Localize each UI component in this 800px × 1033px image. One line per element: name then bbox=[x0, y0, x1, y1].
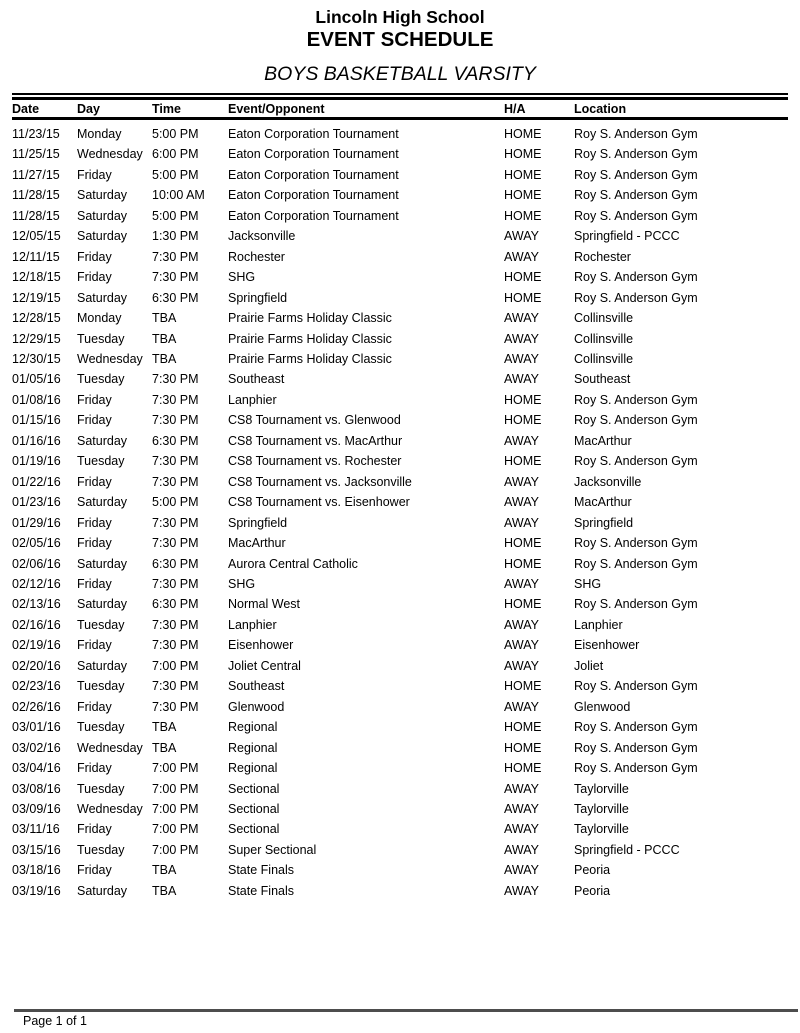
cell-event: Sectional bbox=[228, 781, 280, 796]
cell-ha: AWAY bbox=[504, 495, 539, 510]
cell-time: TBA bbox=[152, 331, 177, 346]
cell-ha: HOME bbox=[504, 597, 542, 612]
cell-ha: AWAY bbox=[504, 822, 539, 837]
cell-day: Tuesday bbox=[77, 372, 125, 387]
cell-event: Eaton Corporation Tournament bbox=[228, 167, 399, 182]
table-row bbox=[12, 451, 788, 471]
cell-event: Southeast bbox=[228, 679, 285, 694]
cell-ha: HOME bbox=[504, 188, 542, 203]
cell-date: 02/19/16 bbox=[12, 638, 61, 653]
table-row bbox=[12, 676, 788, 696]
cell-date: 01/15/16 bbox=[12, 413, 61, 428]
cell-time: 6:00 PM bbox=[152, 147, 199, 162]
cell-date: 02/12/16 bbox=[12, 576, 61, 591]
cell-location: Roy S. Anderson Gym bbox=[574, 290, 698, 305]
cell-ha: HOME bbox=[504, 413, 542, 428]
cell-day: Saturday bbox=[77, 597, 128, 612]
cell-location: Roy S. Anderson Gym bbox=[574, 147, 698, 162]
cell-date: 03/01/16 bbox=[12, 720, 61, 735]
cell-ha: AWAY bbox=[504, 249, 539, 264]
table-row bbox=[12, 554, 788, 574]
cell-time: TBA bbox=[152, 863, 177, 878]
cell-ha: HOME bbox=[504, 392, 542, 407]
table-row bbox=[12, 288, 788, 308]
cell-time: 7:30 PM bbox=[152, 699, 199, 714]
cell-ha: AWAY bbox=[504, 372, 539, 387]
cell-ha: HOME bbox=[504, 679, 542, 694]
cell-location: Springfield bbox=[574, 515, 634, 530]
cell-location: Southeast bbox=[574, 372, 631, 387]
cell-location: Springfield - PCCC bbox=[574, 842, 680, 857]
cell-date: 11/28/15 bbox=[12, 208, 60, 223]
cell-day: Wednesday bbox=[77, 740, 143, 755]
table-row bbox=[12, 513, 788, 533]
cell-event: Springfield bbox=[228, 290, 288, 305]
cell-location: Springfield - PCCC bbox=[574, 229, 680, 244]
cell-time: 7:30 PM bbox=[152, 679, 199, 694]
table-row bbox=[12, 226, 788, 246]
table-row bbox=[12, 349, 788, 369]
cell-event: Eaton Corporation Tournament bbox=[228, 147, 399, 162]
cell-event: Regional bbox=[228, 740, 278, 755]
cell-time: 7:30 PM bbox=[152, 576, 199, 591]
cell-ha: AWAY bbox=[504, 883, 539, 898]
cell-ha: AWAY bbox=[504, 311, 539, 326]
cell-event: Eaton Corporation Tournament bbox=[228, 208, 399, 223]
cell-location: Taylorville bbox=[574, 781, 629, 796]
table-row bbox=[12, 799, 788, 819]
table-row bbox=[12, 329, 788, 349]
cell-date: 01/19/16 bbox=[12, 454, 61, 469]
cell-day: Friday bbox=[77, 761, 112, 776]
cell-location: Collinsville bbox=[574, 331, 634, 346]
cell-event: MacArthur bbox=[228, 536, 286, 551]
cell-date: 03/15/16 bbox=[12, 842, 61, 857]
cell-location: Eisenhower bbox=[574, 638, 640, 653]
header-top-rule bbox=[12, 93, 788, 100]
cell-day: Friday bbox=[77, 392, 112, 407]
cell-ha: AWAY bbox=[504, 699, 539, 714]
team-subtitle: BOYS BASKETBALL VARSITY bbox=[264, 63, 536, 85]
cell-day: Friday bbox=[77, 638, 112, 653]
cell-day: Saturday bbox=[77, 495, 128, 510]
cell-location: Roy S. Anderson Gym bbox=[574, 536, 698, 551]
table-row bbox=[12, 390, 788, 410]
cell-ha: AWAY bbox=[504, 515, 539, 530]
cell-time: 7:00 PM bbox=[152, 842, 199, 857]
table-row bbox=[12, 431, 788, 451]
cell-day: Friday bbox=[77, 536, 112, 551]
cell-date: 12/11/15 bbox=[12, 249, 60, 264]
cell-date: 12/05/15 bbox=[12, 229, 61, 244]
cell-date: 02/13/16 bbox=[12, 597, 61, 612]
table-row bbox=[12, 697, 788, 717]
cell-day: Friday bbox=[77, 699, 112, 714]
cell-location: Roy S. Anderson Gym bbox=[574, 127, 698, 141]
cell-time: 7:00 PM bbox=[152, 801, 199, 816]
cell-date: 12/30/15 bbox=[12, 351, 61, 366]
table-row bbox=[12, 881, 788, 901]
column-header-date: Date bbox=[12, 102, 40, 116]
document-title: EVENT SCHEDULE bbox=[306, 28, 494, 51]
cell-time: 7:30 PM bbox=[152, 413, 199, 428]
cell-time: 5:00 PM bbox=[152, 208, 199, 223]
cell-day: Wednesday bbox=[77, 147, 143, 162]
cell-ha: AWAY bbox=[504, 433, 539, 448]
cell-date: 01/05/16 bbox=[12, 372, 61, 387]
cell-location: Roy S. Anderson Gym bbox=[574, 556, 698, 571]
cell-location: Roy S. Anderson Gym bbox=[574, 679, 698, 694]
cell-ha: HOME bbox=[504, 147, 542, 162]
cell-event: Eaton Corporation Tournament bbox=[228, 127, 399, 141]
cell-ha: HOME bbox=[504, 454, 542, 469]
cell-time: 7:00 PM bbox=[152, 781, 199, 796]
cell-event: CS8 Tournament vs. Eisenhower bbox=[228, 495, 410, 510]
cell-day: Monday bbox=[77, 311, 122, 326]
cell-time: 7:30 PM bbox=[152, 249, 199, 264]
cell-day: Friday bbox=[77, 822, 112, 837]
cell-time: 6:30 PM bbox=[152, 290, 199, 305]
cell-time: 1:30 PM bbox=[152, 229, 199, 244]
cell-ha: AWAY bbox=[504, 576, 539, 591]
cell-day: Friday bbox=[77, 270, 112, 285]
cell-day: Friday bbox=[77, 515, 112, 530]
cell-date: 01/23/16 bbox=[12, 495, 61, 510]
cell-event: CS8 Tournament vs. Rochester bbox=[228, 454, 402, 469]
rule-thick-line bbox=[12, 117, 788, 120]
table-row bbox=[12, 165, 788, 185]
cell-location: Roy S. Anderson Gym bbox=[574, 208, 698, 223]
cell-day: Saturday bbox=[77, 658, 128, 673]
cell-time: 7:00 PM bbox=[152, 822, 199, 837]
table-row bbox=[12, 819, 788, 839]
cell-ha: HOME bbox=[504, 167, 542, 182]
cell-location: Roy S. Anderson Gym bbox=[574, 413, 698, 428]
cell-ha: HOME bbox=[504, 556, 542, 571]
cell-time: 7:30 PM bbox=[152, 474, 199, 489]
cell-date: 12/29/15 bbox=[12, 331, 61, 346]
cell-ha: AWAY bbox=[504, 863, 539, 878]
cell-time: TBA bbox=[152, 311, 177, 326]
table-row bbox=[12, 308, 788, 328]
cell-time: 5:00 PM bbox=[152, 127, 199, 141]
cell-date: 03/19/16 bbox=[12, 883, 61, 898]
cell-time: 7:30 PM bbox=[152, 638, 199, 653]
cell-event: Southeast bbox=[228, 372, 285, 387]
cell-event: Prairie Farms Holiday Classic bbox=[228, 331, 392, 346]
cell-ha: HOME bbox=[504, 290, 542, 305]
column-header-event: Event/Opponent bbox=[228, 102, 325, 116]
table-row bbox=[12, 206, 788, 226]
cell-event: Lanphier bbox=[228, 392, 277, 407]
cell-day: Friday bbox=[77, 474, 112, 489]
cell-location: SHG bbox=[574, 576, 602, 591]
cell-time: 7:30 PM bbox=[152, 392, 199, 407]
cell-date: 11/28/15 bbox=[12, 188, 60, 203]
cell-day: Wednesday bbox=[77, 801, 143, 816]
cell-event: SHG bbox=[228, 576, 256, 591]
cell-date: 12/18/15 bbox=[12, 270, 61, 285]
cell-ha: HOME bbox=[504, 720, 542, 735]
cell-day: Tuesday bbox=[77, 720, 125, 735]
cell-event: SHG bbox=[228, 270, 256, 285]
cell-ha: HOME bbox=[504, 761, 542, 776]
cell-ha: AWAY bbox=[504, 781, 539, 796]
cell-date: 03/11/16 bbox=[12, 822, 60, 837]
cell-day: Friday bbox=[77, 413, 112, 428]
cell-location: Rochester bbox=[574, 249, 631, 264]
cell-event: Lanphier bbox=[228, 617, 277, 632]
cell-location: Peoria bbox=[574, 863, 611, 878]
cell-time: TBA bbox=[152, 740, 177, 755]
cell-ha: AWAY bbox=[504, 801, 539, 816]
cell-event: Regional bbox=[228, 761, 278, 776]
cell-time: 5:00 PM bbox=[152, 495, 199, 510]
cell-time: 6:30 PM bbox=[152, 556, 199, 571]
cell-time: 7:30 PM bbox=[152, 617, 199, 632]
cell-day: Saturday bbox=[77, 229, 128, 244]
cell-location: Roy S. Anderson Gym bbox=[574, 597, 698, 612]
column-header-location: Location bbox=[574, 102, 627, 116]
cell-location: Roy S. Anderson Gym bbox=[574, 740, 698, 755]
table-row bbox=[12, 738, 788, 758]
cell-ha: AWAY bbox=[504, 658, 539, 673]
header-bottom-rule bbox=[12, 117, 788, 120]
cell-location: Roy S. Anderson Gym bbox=[574, 167, 698, 182]
cell-location: Roy S. Anderson Gym bbox=[574, 270, 698, 285]
cell-day: Tuesday bbox=[77, 617, 125, 632]
cell-date: 03/18/16 bbox=[12, 863, 61, 878]
cell-ha: HOME bbox=[504, 127, 542, 141]
cell-day: Friday bbox=[77, 576, 112, 591]
table-row bbox=[12, 860, 788, 880]
cell-ha: AWAY bbox=[504, 474, 539, 489]
column-header-day: Day bbox=[77, 102, 100, 116]
column-header-ha: H/A bbox=[504, 102, 526, 116]
cell-day: Tuesday bbox=[77, 331, 125, 346]
cell-location: Taylorville bbox=[574, 801, 629, 816]
table-row bbox=[12, 472, 788, 492]
table-row bbox=[12, 574, 788, 594]
cell-event: Springfield bbox=[228, 515, 288, 530]
table-row bbox=[12, 410, 788, 430]
table-row bbox=[12, 369, 788, 389]
school-name: Lincoln High School bbox=[315, 7, 485, 27]
cell-ha: AWAY bbox=[504, 617, 539, 632]
cell-date: 02/16/16 bbox=[12, 617, 61, 632]
table-body bbox=[12, 121, 788, 901]
cell-day: Tuesday bbox=[77, 454, 125, 469]
cell-time: 5:00 PM bbox=[152, 167, 199, 182]
cell-day: Friday bbox=[77, 249, 112, 264]
cell-location: Collinsville bbox=[574, 311, 634, 326]
cell-event: Rochester bbox=[228, 249, 285, 264]
cell-date: 03/09/16 bbox=[12, 801, 61, 816]
cell-ha: HOME bbox=[504, 740, 542, 755]
table-row bbox=[12, 144, 788, 164]
cell-date: 12/28/15 bbox=[12, 311, 61, 326]
cell-day: Friday bbox=[77, 863, 112, 878]
cell-location: Jacksonville bbox=[574, 474, 642, 489]
cell-location: MacArthur bbox=[574, 433, 632, 448]
cell-time: 7:00 PM bbox=[152, 658, 199, 673]
cell-date: 01/08/16 bbox=[12, 392, 61, 407]
cell-location: Roy S. Anderson Gym bbox=[574, 720, 698, 735]
cell-event: Sectional bbox=[228, 822, 280, 837]
cell-date: 03/04/16 bbox=[12, 761, 61, 776]
cell-event: Eisenhower bbox=[228, 638, 294, 653]
cell-event: CS8 Tournament vs. MacArthur bbox=[228, 433, 403, 448]
cell-day: Tuesday bbox=[77, 781, 125, 796]
cell-date: 11/25/15 bbox=[12, 147, 60, 162]
table-row bbox=[12, 247, 788, 267]
cell-ha: HOME bbox=[504, 536, 542, 551]
cell-ha: HOME bbox=[504, 270, 542, 285]
schedule-table bbox=[12, 100, 788, 901]
cell-location: Collinsville bbox=[574, 351, 634, 366]
cell-time: TBA bbox=[152, 351, 177, 366]
table-row bbox=[12, 121, 788, 144]
cell-date: 03/08/16 bbox=[12, 781, 61, 796]
cell-day: Saturday bbox=[77, 188, 128, 203]
cell-day: Saturday bbox=[77, 290, 128, 305]
table-row bbox=[12, 635, 788, 655]
cell-date: 12/19/15 bbox=[12, 290, 61, 305]
cell-event: Joliet Central bbox=[228, 658, 301, 673]
cell-time: 7:00 PM bbox=[152, 761, 199, 776]
cell-location: Roy S. Anderson Gym bbox=[574, 454, 698, 469]
cell-day: Tuesday bbox=[77, 842, 125, 857]
cell-date: 11/27/15 bbox=[12, 167, 60, 182]
cell-location: Roy S. Anderson Gym bbox=[574, 761, 698, 776]
cell-day: Tuesday bbox=[77, 679, 125, 694]
table-row bbox=[12, 594, 788, 614]
cell-location: Peoria bbox=[574, 883, 611, 898]
cell-ha: AWAY bbox=[504, 229, 539, 244]
table-row bbox=[12, 779, 788, 799]
cell-date: 01/16/16 bbox=[12, 433, 61, 448]
cell-date: 02/05/16 bbox=[12, 536, 61, 551]
cell-time: 7:30 PM bbox=[152, 454, 199, 469]
cell-ha: AWAY bbox=[504, 842, 539, 857]
cell-location: Lanphier bbox=[574, 617, 623, 632]
cell-ha: AWAY bbox=[504, 638, 539, 653]
cell-location: Roy S. Anderson Gym bbox=[574, 188, 698, 203]
table-row bbox=[12, 840, 788, 860]
table-row bbox=[12, 717, 788, 737]
cell-time: 7:30 PM bbox=[152, 270, 199, 285]
cell-date: 11/23/15 bbox=[12, 127, 60, 141]
cell-event: Prairie Farms Holiday Classic bbox=[228, 311, 392, 326]
cell-date: 03/02/16 bbox=[12, 740, 61, 755]
footer-rule bbox=[14, 1009, 798, 1012]
cell-time: 6:30 PM bbox=[152, 433, 199, 448]
cell-time: 10:00 AM bbox=[152, 188, 205, 203]
table-row bbox=[12, 758, 788, 778]
cell-location: Roy S. Anderson Gym bbox=[574, 392, 698, 407]
table-row bbox=[12, 492, 788, 512]
table-row bbox=[12, 267, 788, 287]
page-number-label: Page 1 of 1 bbox=[23, 1014, 87, 1028]
cell-event: Glenwood bbox=[228, 699, 285, 714]
cell-time: 7:30 PM bbox=[152, 536, 199, 551]
cell-day: Saturday bbox=[77, 883, 128, 898]
cell-location: Glenwood bbox=[574, 699, 631, 714]
cell-event: Normal West bbox=[228, 597, 301, 612]
cell-date: 02/23/16 bbox=[12, 679, 61, 694]
cell-event: Super Sectional bbox=[228, 842, 317, 857]
table-row bbox=[12, 656, 788, 676]
cell-time: 7:30 PM bbox=[152, 372, 199, 387]
cell-day: Saturday bbox=[77, 208, 128, 223]
cell-event: State Finals bbox=[228, 883, 295, 898]
document-header bbox=[0, 0, 800, 86]
cell-ha: HOME bbox=[504, 208, 542, 223]
column-header-time: Time bbox=[152, 102, 181, 116]
cell-location: MacArthur bbox=[574, 495, 632, 510]
cell-date: 02/26/16 bbox=[12, 699, 61, 714]
cell-event: CS8 Tournament vs. Glenwood bbox=[228, 413, 401, 428]
table-row bbox=[12, 533, 788, 553]
cell-time: TBA bbox=[152, 720, 177, 735]
table-row bbox=[12, 615, 788, 635]
cell-event: Regional bbox=[228, 720, 278, 735]
cell-day: Wednesday bbox=[77, 351, 143, 366]
cell-event: Eaton Corporation Tournament bbox=[228, 188, 399, 203]
cell-location: Taylorville bbox=[574, 822, 629, 837]
cell-date: 01/29/16 bbox=[12, 515, 61, 530]
cell-time: 7:30 PM bbox=[152, 515, 199, 530]
cell-date: 02/06/16 bbox=[12, 556, 61, 571]
cell-ha: AWAY bbox=[504, 351, 539, 366]
cell-date: 01/22/16 bbox=[12, 474, 61, 489]
cell-event: Sectional bbox=[228, 801, 280, 816]
cell-day: Saturday bbox=[77, 556, 128, 571]
cell-event: Jacksonville bbox=[228, 229, 296, 244]
cell-ha: AWAY bbox=[504, 331, 539, 346]
cell-event: CS8 Tournament vs. Jacksonville bbox=[228, 474, 412, 489]
cell-location: Joliet bbox=[574, 658, 604, 673]
cell-time: TBA bbox=[152, 883, 177, 898]
cell-event: State Finals bbox=[228, 863, 295, 878]
cell-event: Prairie Farms Holiday Classic bbox=[228, 351, 392, 366]
cell-day: Friday bbox=[77, 167, 112, 182]
cell-date: 02/20/16 bbox=[12, 658, 61, 673]
cell-day: Monday bbox=[77, 127, 122, 141]
cell-day: Saturday bbox=[77, 433, 128, 448]
cell-time: 6:30 PM bbox=[152, 597, 199, 612]
table-row bbox=[12, 185, 788, 205]
cell-event: Aurora Central Catholic bbox=[228, 556, 358, 571]
